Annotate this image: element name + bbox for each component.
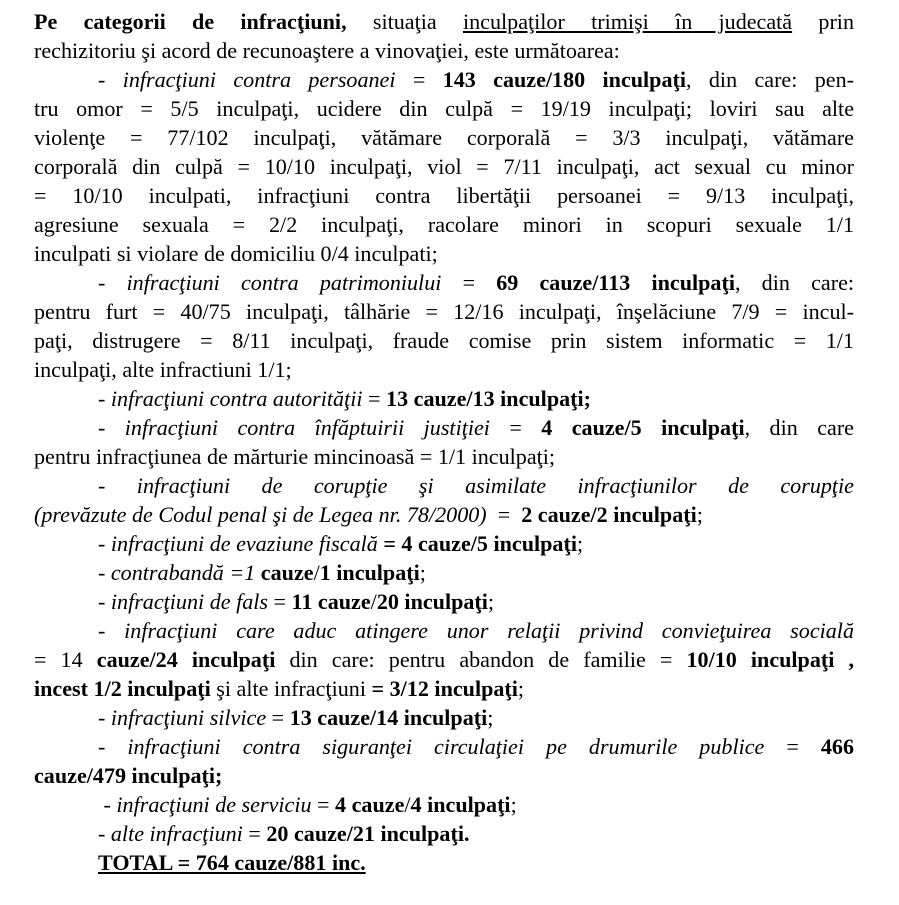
persoanei-line-6: agresiune sexuala = 2/2 inculpaţi, racolare minori in scopuri sexuale 1/1 [34,212,854,237]
total-label: TOTAL = 764 cauze/881 inc. [98,850,366,875]
justitiei-line-2: pentru infracţiunea de mărturie mincinoasă = 1/1 inculpaţi; [34,444,556,469]
conviet-line-1: - infracţiuni care aduc atingere unor relaţii privind convieţuirea socială [98,618,854,643]
intro-line-1: Pe categorii de infracţiuni, situaţia inculpaţilor trimişi în judecată prin [34,9,854,34]
persoanei-line-2: tru omor = 5/5 inculpaţi, ucidere din culpă = 19/19 inculpaţi; loviri sau alte [34,96,854,121]
coruptie-line-1: - infracţiuni de corupţie şi asimilate infracţiunilor de corupţie [98,473,854,498]
conviet-line-2: = 14 cauze/24 inculpaţi din care: pentru abandon de familie = 10/10 inculpaţi , [34,647,855,672]
contrabanda-line: - contrabandă =1 cauze/1 inculpaţi; [98,560,426,585]
serviciu-line: - infracţiuni de serviciu = 4 cauze/4 inculpaţi; [98,792,517,817]
persoanei-line-3: violenţe = 77/102 inculpaţi, vătămare corporală = 3/3 inculpaţi, vătămare [34,125,854,150]
circulatiei-line-1: - infracţiuni contra siguranţei circulaţiei pe drumurile publice = 466 [98,734,854,759]
justitiei-line-1: - infracţiuni contra înfăptuirii justiţiei = 4 cauze/5 inculpaţi, din care [98,415,854,440]
alte-line: - alte infracţiuni = 20 cauze/21 inculpaţi. [98,821,470,846]
circulatiei-line-2: cauze/479 inculpaţi; [34,763,223,788]
patrimoniului-line-1: - infracţiuni contra patrimoniului = 69 cauze/113 inculpaţi, din care: [98,270,855,295]
intro-line-2: rechizitoriu şi acord de recunoaştere a vinovaţiei, este următoarea: [34,38,620,63]
evaziune-line: - infracţiuni de evaziune fiscală = 4 cauze/5 inculpaţi; [98,531,584,556]
persoanei-line-5: = 10/10 inculpati, infracţiuni contra libertăţii persoanei = 9/13 inculpaţi, [34,183,854,208]
intro-underlined: inculpaţilor trimişi în judecată [462,9,793,34]
conviet-line-3: incest 1/2 inculpaţi şi alte infracţiuni = 3/12 inculpaţi; [34,676,525,701]
patrimoniului-line-2: pentru furt = 40/75 inculpaţi, tâlhărie = 12/16 inculpaţi, înşelăciune 7/9 = incul- [34,299,854,324]
patrimoniului-line-4: inculpaţi, alte infractiuni 1/1; [34,357,292,382]
total-line [34,848,854,877]
persoanei-line-7: inculpati si violare de domiciliu 0/4 inculpati; [34,241,438,266]
patrimoniului-line-3: paţi, distrugere = 8/11 inculpaţi, fraude comise prin sistem informatic = 1/1 [34,328,854,353]
silvice-line: - infracţiuni silvice = 13 cauze/14 inculpaţi; [98,705,494,730]
coruptie-line-2: (prevăzute de Codul penal şi de Legea nr. 78/2000) = 2 cauze/2 inculpaţi; [34,502,703,527]
document-body [34,7,854,877]
fals-line: - infracţiuni de fals = 11 cauze/20 inculpaţi; [98,589,495,614]
persoanei-line-1: - infracţiuni contra persoanei = 143 cauze/180 inculpaţi, din care: pen- [98,67,854,92]
autoritatii-line: - infracţiuni contra autorităţii = 13 cauze/13 inculpaţi; [98,386,592,411]
persoanei-line-4: corporală din culpă = 10/10 inculpaţi, viol = 7/11 inculpaţi, act sexual cu minor [34,154,854,179]
intro-heading: Pe categorii de infracţiuni, [34,9,347,34]
